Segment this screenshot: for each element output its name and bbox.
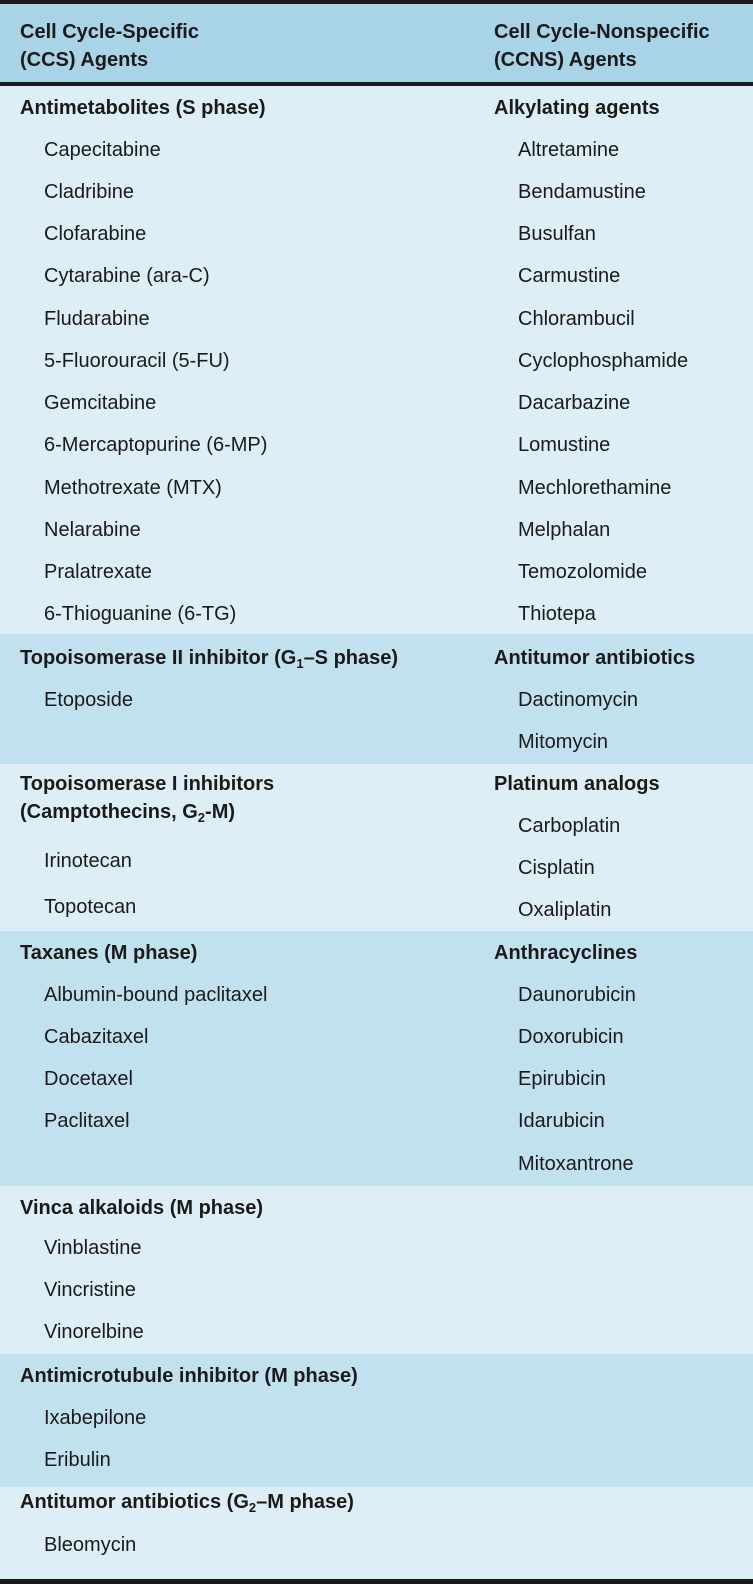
table-header xyxy=(0,0,753,86)
phase-subscript: 2 xyxy=(197,810,206,825)
ccs-drug-item: Vincristine xyxy=(44,1279,136,1301)
ccs-drug-item: Pralatrexate xyxy=(44,561,152,583)
ccs-group-title: Vinca alkaloids (M phase) xyxy=(20,1197,264,1219)
phase-subscript: 2 xyxy=(248,1500,257,1515)
ccs-drug-item: Albumin-bound paclitaxel xyxy=(44,984,268,1006)
ccs-drug-item: Irinotecan xyxy=(44,850,132,872)
ccns-drug-item: Temozolomide xyxy=(518,561,647,583)
ccns-drug-item: Mitoxantrone xyxy=(518,1153,634,1175)
ccns-drug-item: Cisplatin xyxy=(518,857,595,879)
ccs-group-title: Antitumor antibiotics ($G_2-M$ phase) xyxy=(20,1491,354,1515)
ccs-group-title: Topoisomerase II inhibitor ($G_1-S$ phase) xyxy=(20,647,399,671)
ccs-group-title: Topoisomerase I inhibitors (Camptothecins, $G_2-M$) xyxy=(20,773,275,825)
ccns-drug-item: Bendamustine xyxy=(518,181,646,203)
ccns-drug-item: Thiotepa xyxy=(518,603,596,625)
ccs-drug-item: Nelarabine xyxy=(44,519,141,541)
ccs-drug-item: Fludarabine xyxy=(44,308,150,330)
ccs-drug-item: Cladribine xyxy=(44,181,135,203)
ccs-drug-item: Eribulin xyxy=(44,1449,111,1471)
ccs-drug-item: 5-Fluorouracil (5-FU) xyxy=(44,350,230,372)
ccs-drug-item: Methotrexate (MTX) xyxy=(44,477,222,499)
ccs-drug-item: Ixabepilone xyxy=(44,1407,147,1429)
ccs-drug-item: Docetaxel xyxy=(44,1068,133,1090)
ccns-drug-item: Busulfan xyxy=(518,223,596,245)
ccns-drug-item: Chlorambucil xyxy=(518,308,635,330)
header-ccns: Cell Cycle-Nonspecific (CCNS) Agents xyxy=(494,21,710,71)
ccns-drug-item: Lomustine xyxy=(518,434,611,456)
ccns-drug-item: Epirubicin xyxy=(518,1068,606,1090)
ccs-drug-item: Paclitaxel xyxy=(44,1110,130,1132)
ccs-drug-item: Etoposide xyxy=(44,689,133,711)
ccs-drug-item: Cytarabine (ara-C) xyxy=(44,265,210,287)
ccs-drug-item: Bleomycin xyxy=(44,1534,137,1556)
ccs-drug-item: Gemcitabine xyxy=(44,392,157,414)
ccns-drug-item: Melphalan xyxy=(518,519,611,541)
ccns-group-title: Antitumor antibiotics xyxy=(494,647,696,669)
ccs-drug-item: 6-Mercaptopurine (6-MP) xyxy=(44,434,268,456)
ccns-drug-item: Dactinomycin xyxy=(518,689,639,711)
ccns-drug-item: Idarubicin xyxy=(518,1110,605,1132)
ccns-drug-item: Mitomycin xyxy=(518,731,609,753)
ccns-drug-item: Doxorubicin xyxy=(518,1026,624,1048)
ccs-drug-item: 6-Thioguanine (6-TG) xyxy=(44,603,237,625)
ccs-drug-item: Topotecan xyxy=(44,896,137,918)
ccs-drug-item: Capecitabine xyxy=(44,139,161,161)
ccs-group-title: Antimetabolites (S phase) xyxy=(20,97,266,119)
ccns-drug-item: Carboplatin xyxy=(518,815,621,837)
row-band xyxy=(0,931,753,1186)
ccs-group-title: Taxanes (M phase) xyxy=(20,942,198,964)
ccns-group-title: Platinum analogs xyxy=(494,773,660,795)
ccns-drug-item: Mechlorethamine xyxy=(518,477,672,499)
ccs-drug-item: Vinorelbine xyxy=(44,1321,144,1343)
ccns-drug-item: Cyclophosphamide xyxy=(518,350,689,372)
ccs-drug-item: Clofarabine xyxy=(44,223,147,245)
ccns-drug-item: Carmustine xyxy=(518,265,621,287)
ccns-drug-item: Oxaliplatin xyxy=(518,899,612,921)
ccns-drug-item: Daunorubicin xyxy=(518,984,636,1006)
ccs-group-title: Antimicrotubule inhibitor (M phase) xyxy=(20,1365,358,1387)
phase-subscript: 1 xyxy=(296,656,304,671)
header-ccs: Cell Cycle-Specific (CCS) Agents xyxy=(20,21,199,71)
ccns-drug-item: Dacarbazine xyxy=(518,392,631,414)
ccs-drug-item: Cabazitaxel xyxy=(44,1026,149,1048)
ccns-drug-item: Altretamine xyxy=(518,139,620,161)
ccns-group-title: Alkylating agents xyxy=(494,97,660,119)
ccns-group-title: Anthracyclines xyxy=(494,942,638,964)
ccs-drug-item: Vinblastine xyxy=(44,1237,142,1259)
bottom-rule xyxy=(0,1579,753,1584)
